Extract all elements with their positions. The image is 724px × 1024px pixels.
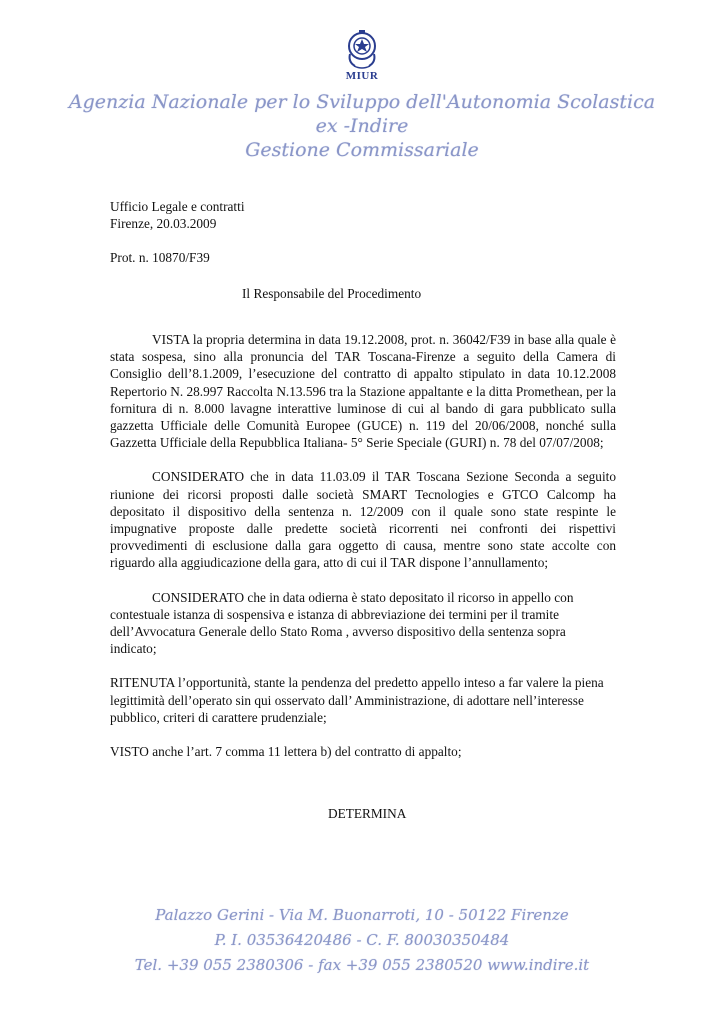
protocol-number: Prot. n. 10870/F39 [110,250,210,265]
determina-heading: DETERMINA [328,806,407,821]
office-name: Ufficio Legale e contratti [110,199,245,214]
signatory-title: Il Responsabile del Procedimento [242,286,422,301]
place-date: Firenze, 20.03.2009 [110,216,217,231]
agency-management: Gestione Commissariale [245,139,479,161]
paragraph-considerato-2: CONSIDERATO che in data odierna è stato depositato il ricorso in appello con contestuale istanza di sospensiva e istanza di abbreviazione dei termini per il tramite dell’Avvocatura Generale dello Stato Roma , avverso dispositivo della sentenza sopra indicato; [110,589,574,657]
paragraph-vista: VISTA la propria determina in data 19.12.2008, prot. n. 36042/F39 in base alla quale è stata sospesa, sino alla pronuncia del TAR Toscana-Firenze a seguito della Camera di Consiglio dell’8.1.2009, l’esecuzione del contratto di appalto stipulato in data 10.12.2008 Repertorio N. 28.997 Raccolta N.13.596 tra la Stazione appaltante e la ditta Promethean, per la fornitura di n. 8.000 lavagne interattive luminose di cui al bando di gara pubblicato sulla gazzetta Ufficiale delle Comunità Europee (GUCE) n. 119 del 20/06/2008, nonché sulla Gazzetta Ufficiale della Repubblica Italiana- 5° Serie Speciale (GURI) n. 78 del 07/07/2008; [110,332,616,451]
agency-subtitle: ex -Indire [315,115,409,137]
agency-name: Agenzia Nazionale per lo Sviluppo dell'Autonomia Scolastica [68,91,656,113]
italian-republic-emblem-icon [345,28,379,72]
letterhead [0,28,724,162]
paragraph-visto: VISTO anche l’art. 7 comma 11 lettera b) del contratto di appalto; [110,744,462,760]
org-acronym: MIUR [345,70,379,82]
footer-contacts: Tel. +39 055 2380306 - fax +39 055 2380520 www.indire.it [134,956,590,974]
document-body [110,331,616,760]
footer-tax-ids: P. I. 03536420486 - C. F. 80030350484 [214,931,510,949]
paragraph-considerato-1: CONSIDERATO che in data 11.03.09 il TAR Toscana Sezione Seconda a seguito riunione dei ricorsi proposti dalle società SMART Tecnologies e GTCO Calcomp ha depositato il dispositivo della sentenza n. 12/2009 con il quale sono state respinte le impugnative proposte dalle predette società ricorrenti nei confronti dei rispettivi provvedimenti di esclusione dalla gara oggetto di causa, mentre sono state accolte con riguardo alla aggiudicazione della gara, atto di cui il TAR dispone l’annullamento; [110,469,616,571]
footer-address: Palazzo Gerini - Via M. Buonarroti, 10 - 50122 Firenze [155,906,569,924]
paragraph-ritenuta: RITENUTA l’opportunità, stante la pendenza del predetto appello inteso a far valere la piena legittimità dell’operato sin qui osservato dall’ Amministrazione, di adottare nell’interesse pubblico, criteri di carattere prudenziale; [110,675,604,725]
sender-block [110,198,245,232]
